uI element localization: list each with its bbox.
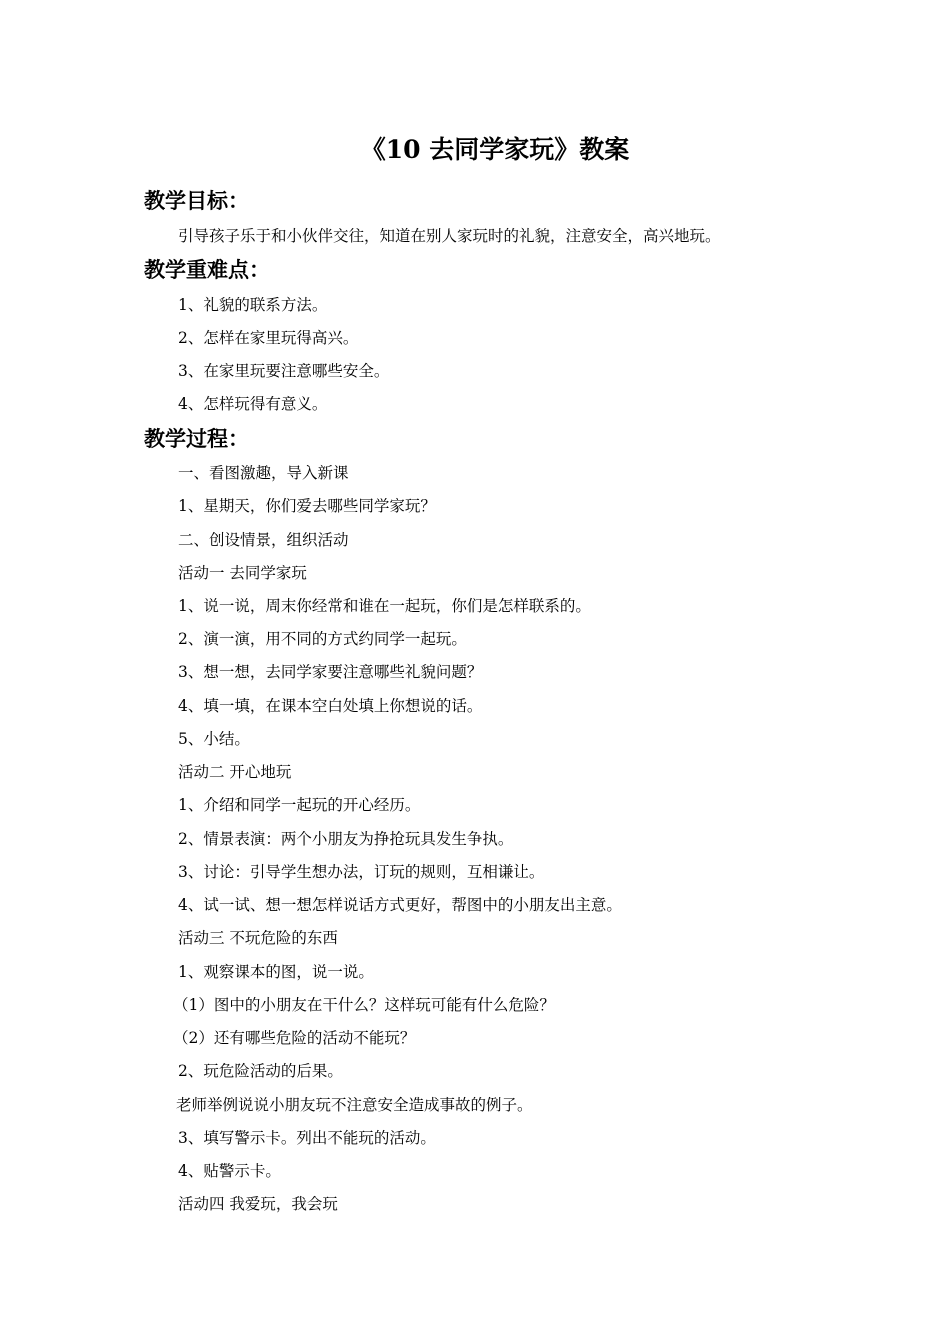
process-line: 4、填一填，在课本空白处填上你想说的话。 <box>178 697 483 715</box>
process-line: 1、介绍和同学一起玩的开心经历。 <box>178 796 421 814</box>
activity-title: 活动三 不玩危险的东西 <box>178 929 338 947</box>
keypoints-line: 3、在家里玩要注意哪些安全。 <box>178 362 390 380</box>
process-line: 3、填写警示卡。列出不能玩的活动。 <box>178 1129 436 1147</box>
process-line: 老师举例说说小朋友玩不注意安全造成事故的例子。 <box>176 1096 533 1114</box>
process-line: 4、试一试、想一想怎样说话方式更好，帮图中的小朋友出主意。 <box>178 896 622 914</box>
keypoints-line: 1、礼貌的联系方法。 <box>178 296 328 314</box>
process-line: 3、想一想，去同学家要注意哪些礼貌问题？ <box>178 663 483 681</box>
document-title: 《10 去同学家玩》教案 <box>360 135 630 164</box>
process-subline: （2）还有哪些危险的活动不能玩？ <box>173 1029 416 1047</box>
keypoints-line: 4、怎样玩得有意义。 <box>178 395 328 413</box>
process-line: 2、演一演，用不同的方式约同学一起玩。 <box>178 630 467 648</box>
process-line: 4、贴警示卡。 <box>178 1162 281 1180</box>
section-heading-goals: 教学目标： <box>144 188 249 213</box>
process-line: 2、情景表演：两个小朋友为挣抢玩具发生争执。 <box>178 830 514 848</box>
process-line: 1、星期天，你们爱去哪些同学家玩？ <box>178 497 436 515</box>
process-line: 1、说一说，周末你经常和谁在一起玩，你们是怎样联系的。 <box>178 597 591 615</box>
section-heading-process: 教学过程： <box>144 426 249 451</box>
goals-line: 引导孩子乐于和小伙伴交往，知道在别人家玩时的礼貌，注意安全，高兴地玩。 <box>178 227 721 245</box>
process-line: 2、玩危险活动的后果。 <box>178 1062 343 1080</box>
process-line: 5、小结。 <box>178 730 250 748</box>
process-line: 一、看图激趣，导入新课 <box>178 464 349 482</box>
process-line: 3、讨论：引导学生想办法，订玩的规则，互相谦让。 <box>178 863 545 881</box>
process-subline: （1）图中的小朋友在干什么？这样玩可能有什么危险？ <box>173 996 555 1014</box>
keypoints-line: 2、怎样在家里玩得高兴。 <box>178 329 359 347</box>
process-line: 二、创设情景，组织活动 <box>178 531 349 549</box>
activity-title: 活动一 去同学家玩 <box>178 564 307 582</box>
section-heading-keypoints: 教学重难点： <box>144 257 270 282</box>
process-line: 1、观察课本的图，说一说。 <box>178 963 374 981</box>
activity-title: 活动四 我爱玩，我会玩 <box>178 1195 338 1213</box>
activity-title: 活动二 开心地玩 <box>178 763 292 781</box>
